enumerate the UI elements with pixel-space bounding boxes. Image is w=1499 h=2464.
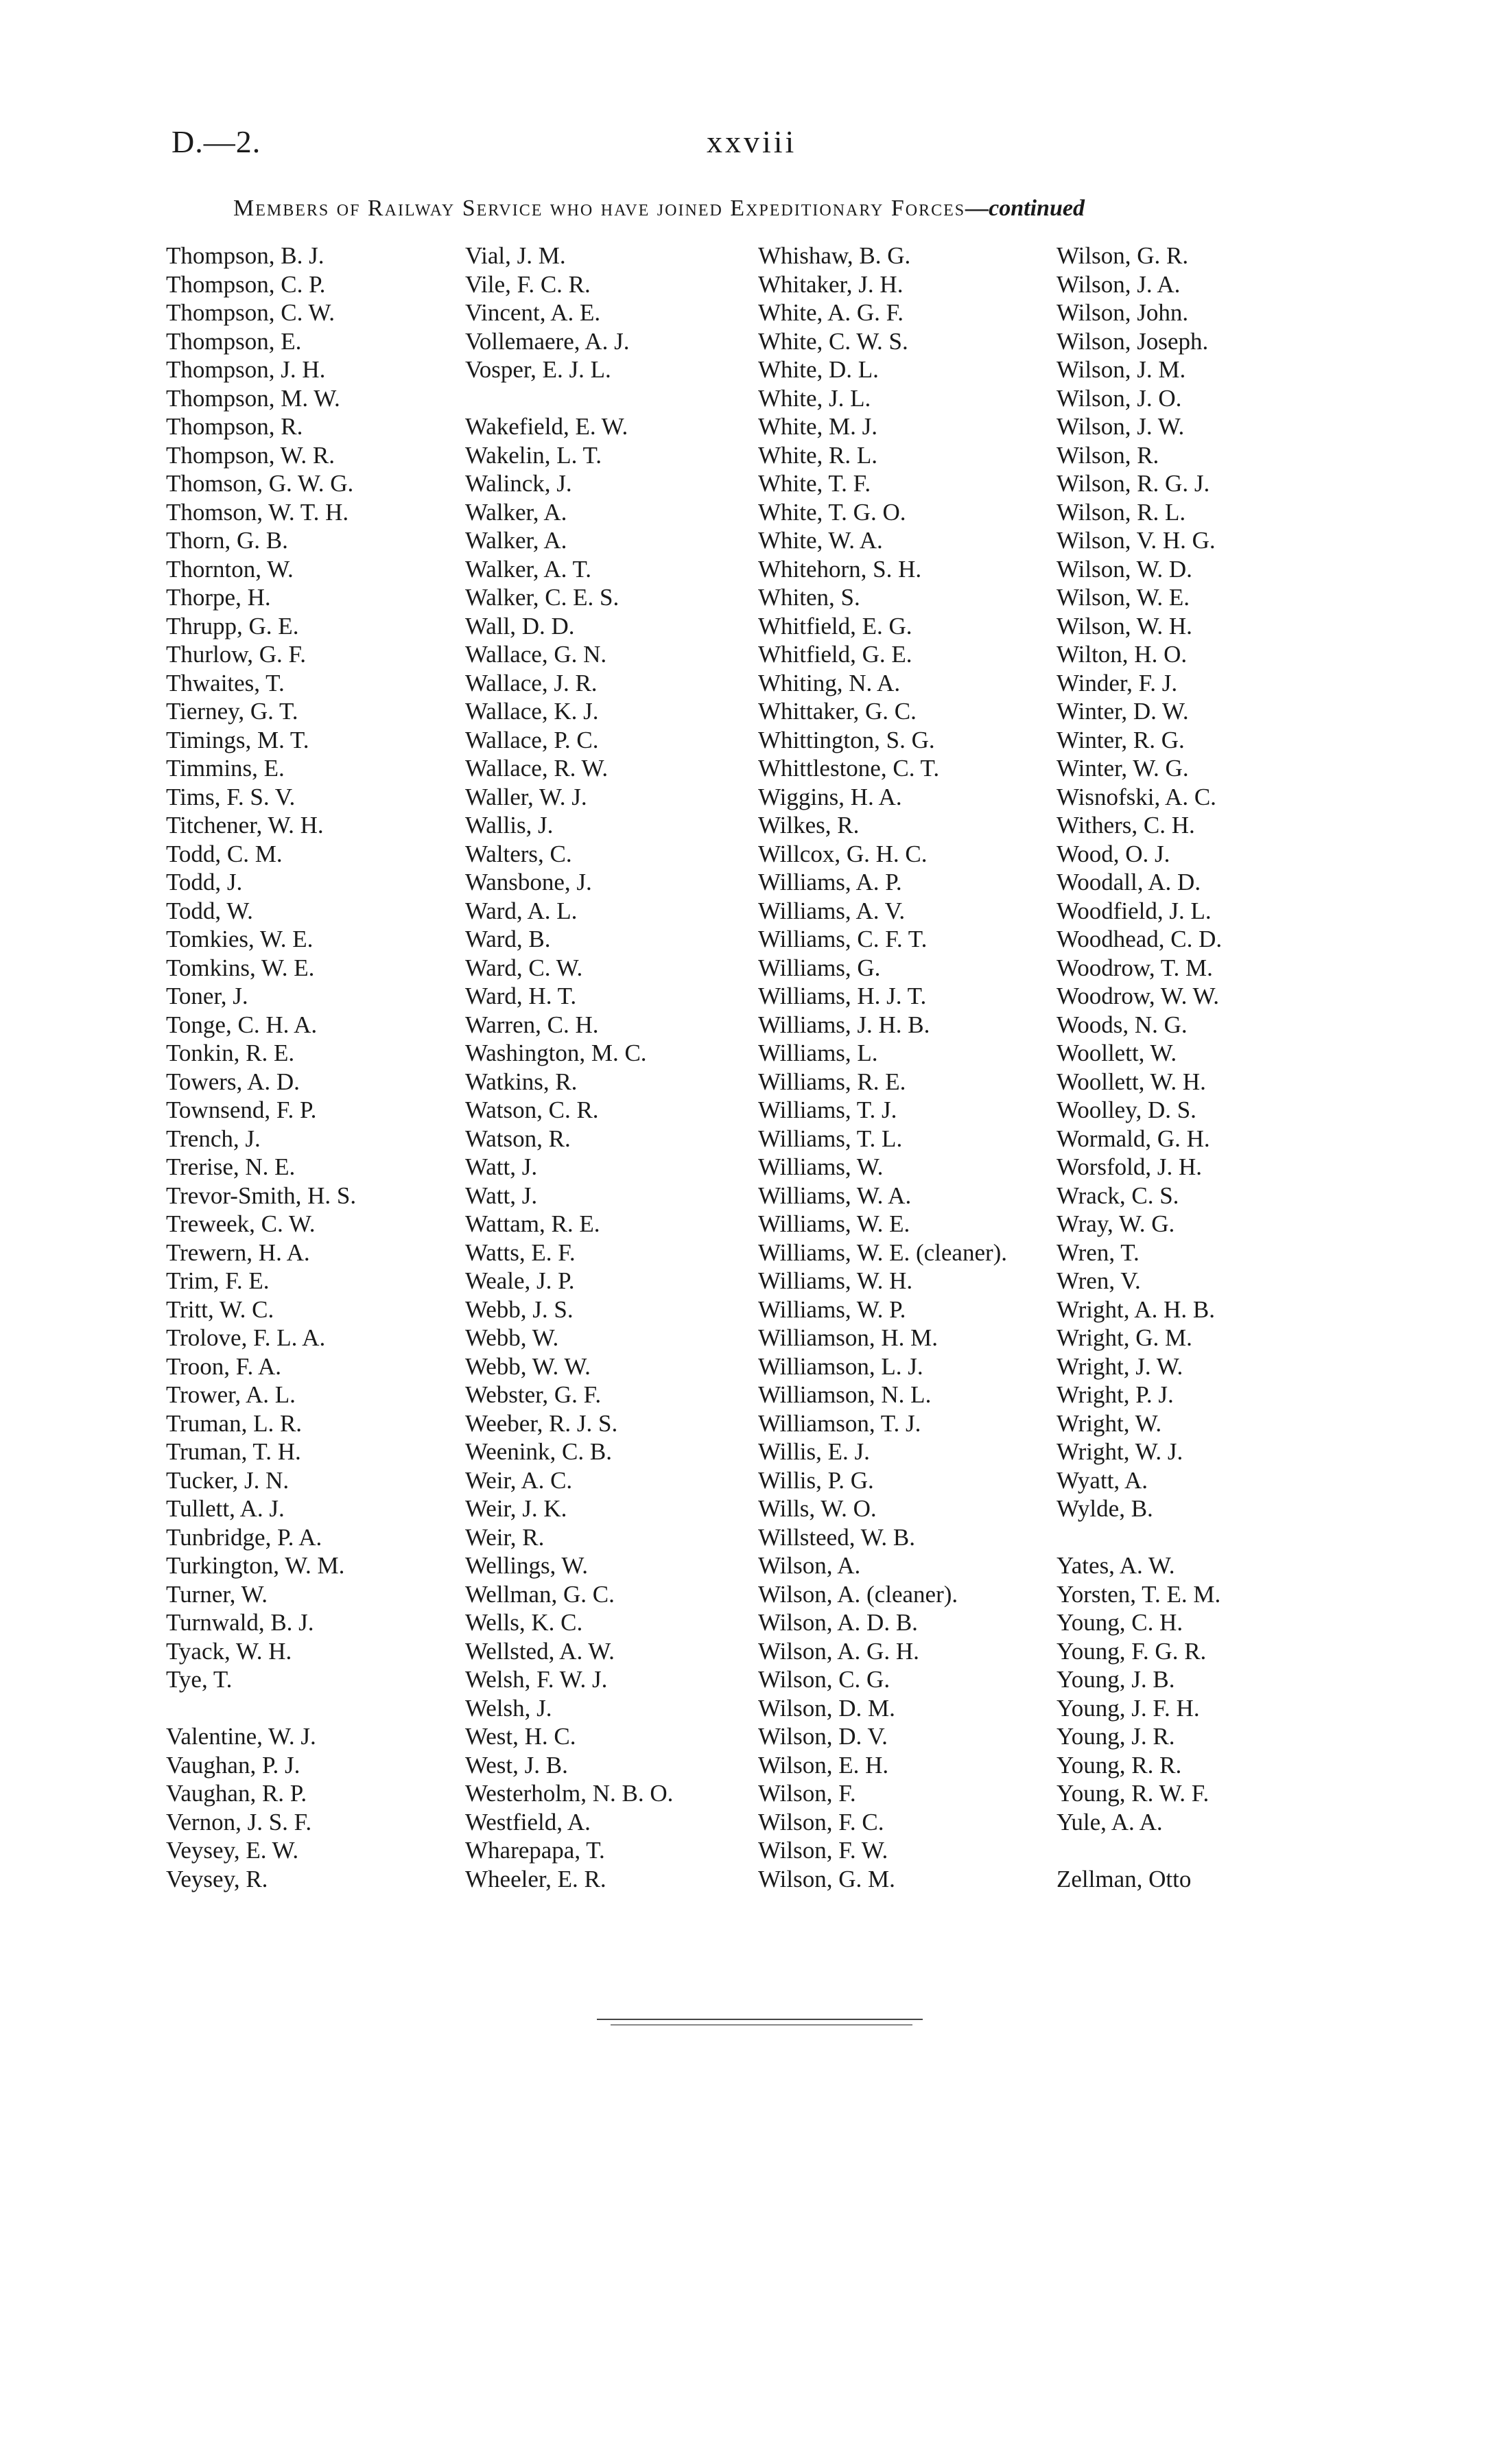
name-entry: Wilson, J. M. [1057, 356, 1186, 383]
name-entry: Wiggins, H. A. [758, 783, 902, 810]
name-entry: Wilson, G. R. [1057, 242, 1189, 269]
name-entry: Wright, J. W. [1057, 1352, 1183, 1380]
name-entry: Wallis, J. [465, 812, 554, 838]
name-entry: Watson, R. [465, 1125, 571, 1152]
name-entry: Weir, J. K. [465, 1495, 567, 1522]
name-entry: Whitfield, E. G. [758, 612, 912, 640]
name-entry: Young, R. R. [1057, 1751, 1182, 1779]
name-entry: Winter, R. G. [1057, 726, 1185, 753]
name-entry: White, C. W. S. [758, 327, 908, 355]
name-entry: Winter, W. G. [1057, 755, 1189, 782]
name-entry: Walker, A. T. [465, 555, 592, 583]
name-entry: Wilson, J. O. [1057, 384, 1182, 412]
name-entry: Wallace, R. W. [465, 755, 609, 782]
name-entry: Turner, W. [166, 1580, 268, 1608]
heading-continued: —continued [965, 196, 1085, 221]
name-entry: Timmins, E. [166, 755, 285, 782]
heading-title: Members of Railway Service who have joined Expeditionary Forces [233, 196, 966, 221]
name-entry: Whitehorn, S. H. [758, 555, 922, 583]
name-entry: Young, J. B. [1057, 1666, 1175, 1693]
name-entry: Wallace, G. N. [465, 641, 607, 668]
name-entry: Wills, W. O. [758, 1495, 877, 1522]
name-entry: Woollett, W. [1057, 1040, 1177, 1066]
name-entry: Thrupp, G. E. [166, 612, 299, 640]
footer-rule-line [597, 2019, 923, 2020]
name-entry: Thorpe, H. [166, 584, 271, 611]
name-entry: Wilson, W. H. [1057, 612, 1192, 640]
name-entry: Wharepapa, T. [465, 1837, 605, 1864]
name-entry: Wakelin, L. T. [465, 441, 602, 469]
name-entry: Veysey, R. [166, 1865, 268, 1892]
name-entry: Thompson, C. P. [166, 270, 326, 298]
name-entry: Woodall, A. D. [1057, 869, 1201, 895]
name-entry: Woodrow, T. M. [1057, 954, 1213, 981]
name-entry: Willcox, G. H. C. [758, 840, 928, 867]
name-entry: Watts, E. F. [465, 1239, 576, 1266]
name-entry: Williams, W. A. [758, 1182, 912, 1209]
name-entry: Williams, W. H. [758, 1267, 913, 1294]
name-entry: Wilson, R. G. J. [1057, 470, 1210, 497]
name-entry: Welsh, J. [465, 1694, 552, 1722]
name-entry: Worsfold, J. H. [1057, 1153, 1203, 1180]
name-entry: Trower, A. L. [166, 1381, 296, 1408]
name-entry: Wilson, D. M. [758, 1694, 895, 1722]
name-entry: White, T. F. [758, 470, 871, 497]
name-entry: Williams, R. E. [758, 1068, 906, 1095]
name-entry: Troon, F. A. [166, 1352, 282, 1380]
name-entry: Weir, A. C. [465, 1466, 573, 1494]
name-entry: Wilson, F. [758, 1780, 856, 1807]
name-entry: Waller, W. J. [465, 783, 587, 810]
name-entry: Wrack, C. S. [1057, 1182, 1179, 1209]
name-entry: Todd, W. [166, 897, 253, 924]
name-entry: Williams, W. [758, 1153, 884, 1180]
name-entry: Trench, J. [166, 1125, 261, 1152]
name-entry: Washington, M. C. [465, 1040, 647, 1066]
name-entry: Wilson, A. (cleaner). [758, 1580, 958, 1608]
name-entry: Welsh, F. W. J. [465, 1666, 608, 1693]
name-entry: Wilson, W. E. [1057, 584, 1190, 611]
name-entry: Webb, W. W. [465, 1352, 591, 1380]
name-entry: Willis, P. G. [758, 1466, 874, 1494]
name-entry: Trevor-Smith, H. S. [166, 1182, 357, 1209]
name-entry: Vollemaere, A. J. [465, 327, 630, 355]
blank-row [1057, 1836, 1222, 1865]
name-entry: Watkins, R. [465, 1068, 578, 1095]
name-entry: Wilson, C. G. [758, 1666, 890, 1693]
name-entry: Walters, C. [465, 840, 572, 867]
name-entry: Withers, C. H. [1057, 812, 1195, 838]
name-entry: Tucker, J. N. [166, 1466, 290, 1494]
blank-row [465, 384, 673, 413]
name-entry: Wormald, G. H. [1057, 1125, 1210, 1152]
name-entry: Thomson, W. T. H. [166, 498, 349, 526]
name-entry: Wyatt, A. [1057, 1466, 1148, 1494]
name-entry: Thompson, J. H. [166, 356, 326, 383]
name-entry: Williams, L. [758, 1040, 878, 1066]
name-entry: Ward, H. T. [465, 983, 577, 1009]
name-column-1 [166, 242, 356, 1893]
name-entry: Wilson, V. H. G. [1057, 527, 1216, 554]
name-entry: Whitaker, J. H. [758, 270, 904, 298]
name-entry: Watt, J. [465, 1182, 538, 1209]
name-entry: Tims, F. S. V. [166, 783, 296, 810]
name-entry: Trolove, F. L. A. [166, 1324, 326, 1351]
name-entry: Wallace, J. R. [465, 669, 598, 696]
name-entry: Woodhead, C. D. [1057, 926, 1223, 952]
name-entry: Truman, T. H. [166, 1438, 301, 1465]
name-entry: Wells, K. C. [465, 1609, 583, 1636]
name-entry: Wellings, W. [465, 1552, 588, 1579]
name-entry: White, T. G. O. [758, 498, 906, 526]
name-entry: White, J. L. [758, 384, 871, 412]
name-entry: Wilson, John. [1057, 299, 1189, 326]
name-entry: Wilson, F. W. [758, 1837, 888, 1864]
footer-rule [597, 2019, 923, 2026]
name-entry: Whishaw, B. G. [758, 242, 911, 269]
name-entry: Vincent, A. E. [465, 299, 601, 326]
name-entry: Thurlow, G. F. [166, 641, 306, 668]
name-entry: Willsteed, W. B. [758, 1523, 916, 1551]
name-entry: Williams, J. H. B. [758, 1011, 930, 1038]
name-entry: Wellsted, A. W. [465, 1637, 615, 1665]
name-entry: Williams, A. V. [758, 897, 906, 924]
name-entry: Thomson, G. W. G. [166, 470, 354, 497]
name-entry: Williams, W. E. [758, 1210, 910, 1237]
name-entry: Tomkins, W. E. [166, 954, 315, 981]
name-entry: Wilson, J. W. [1057, 413, 1185, 440]
name-entry: Wilson, J. A. [1057, 270, 1181, 298]
name-entry: Tunbridge, P. A. [166, 1523, 322, 1551]
name-entry: Thorn, G. B. [166, 527, 288, 554]
name-entry: Williams, W. E. (cleaner). [758, 1239, 1008, 1266]
blank-row [1057, 1523, 1222, 1552]
name-entry: Williams, A. P. [758, 869, 902, 895]
name-entry: Webster, G. F. [465, 1381, 602, 1408]
name-entry: Yorsten, T. E. M. [1057, 1580, 1221, 1608]
name-entry: Williams, T. J. [758, 1096, 897, 1123]
name-entry: Westerholm, N. B. O. [465, 1780, 674, 1807]
name-column-2 [465, 242, 673, 1893]
name-entry: Weenink, C. B. [465, 1438, 612, 1465]
name-entry: Thwaites, T. [166, 669, 285, 696]
name-entry: Williamson, T. J. [758, 1409, 921, 1437]
name-entry: Todd, C. M. [166, 840, 283, 867]
name-entry: Wren, T. [1057, 1239, 1140, 1266]
name-entry: Wheeler, E. R. [465, 1865, 606, 1892]
name-entry: Wilson, A. G. H. [758, 1637, 919, 1665]
name-entry: Thompson, E. [166, 327, 302, 355]
name-entry: Wilson, F. C. [758, 1808, 884, 1835]
name-entry: Weeber, R. J. S. [465, 1409, 618, 1437]
name-entry: White, A. G. F. [758, 299, 904, 326]
name-entry: Vaughan, R. P. [166, 1780, 307, 1807]
name-entry: Todd, J. [166, 869, 243, 895]
name-entry: Weale, J. P. [465, 1267, 575, 1294]
name-entry: Woodrow, W. W. [1057, 983, 1220, 1009]
name-entry: Wilson, R. L. [1057, 498, 1186, 526]
name-entry: Williams, T. L. [758, 1125, 903, 1152]
name-entry: Tritt, W. C. [166, 1295, 274, 1323]
name-entry: Winter, D. W. [1057, 698, 1189, 725]
name-entry: Watt, J. [465, 1153, 538, 1180]
name-entry: Towers, A. D. [166, 1068, 300, 1095]
name-entry: Whittlestone, C. T. [758, 755, 940, 782]
name-entry: Watson, C. R. [465, 1096, 599, 1123]
name-entry: Tyack, W. H. [166, 1637, 292, 1665]
name-entry: Thompson, R. [166, 413, 303, 440]
name-entry: Turkington, W. M. [166, 1552, 345, 1579]
name-entry: Wren, V. [1057, 1267, 1141, 1294]
name-entry: Trerise, N. E. [166, 1153, 296, 1180]
name-entry: Williams, G. [758, 954, 881, 981]
name-entry: Wray, W. G. [1057, 1210, 1175, 1237]
name-entry: Williams, W. P. [758, 1295, 906, 1323]
name-entry: Zellman, Otto [1057, 1865, 1192, 1892]
name-entry: Thompson, C. W. [166, 299, 335, 326]
name-entry: Wattam, R. E. [465, 1210, 600, 1237]
name-entry: Thornton, W. [166, 555, 294, 583]
name-entry: Wilson, R. [1057, 441, 1159, 469]
name-entry: Young, F. G. R. [1057, 1637, 1207, 1665]
name-entry: Young, C. H. [1057, 1609, 1183, 1636]
name-entry: Williamson, N. L. [758, 1381, 932, 1408]
name-entry: Williamson, L. J. [758, 1352, 923, 1380]
name-entry: Tomkies, W. E. [166, 926, 314, 952]
name-entry: Vernon, J. S. F. [166, 1808, 312, 1835]
name-entry: Ward, B. [465, 926, 551, 952]
name-entry: Wilson, D. V. [758, 1723, 888, 1750]
name-entry: Wilson, A. D. B. [758, 1609, 918, 1636]
name-entry: Trim, F. E. [166, 1267, 270, 1294]
name-entry: Ward, A. L. [465, 897, 578, 924]
name-entry: Whiting, N. A. [758, 669, 901, 696]
name-entry: Woodfield, J. L. [1057, 897, 1212, 924]
name-entry: Williams, H. J. T. [758, 983, 927, 1009]
name-entry: Tierney, G. T. [166, 698, 298, 725]
name-entry: Ward, C. W. [465, 954, 583, 981]
name-entry: Veysey, E. W. [166, 1837, 299, 1864]
name-entry: Westfield, A. [465, 1808, 591, 1835]
name-entry: Wansbone, J. [465, 869, 592, 895]
name-entry: Tye, T. [166, 1666, 233, 1693]
name-entry: Wright, W. [1057, 1409, 1162, 1437]
name-entry: Wilton, H. O. [1057, 641, 1188, 668]
name-entry: Winder, F. J. [1057, 669, 1178, 696]
footer-rule-line [611, 2024, 912, 2026]
name-entry: White, W. A. [758, 527, 883, 554]
name-entry: Thompson, B. J. [166, 242, 324, 269]
name-entry: Wilson, A. [758, 1552, 861, 1579]
name-entry: White, R. L. [758, 441, 877, 469]
name-entry: Vosper, E. J. L. [465, 356, 611, 383]
name-entry: Whittaker, G. C. [758, 698, 917, 725]
name-entry: Titchener, W. H. [166, 812, 324, 838]
name-entry: Thompson, M. W. [166, 384, 340, 412]
name-entry: West, J. B. [465, 1751, 568, 1779]
blank-row [166, 1694, 356, 1723]
name-entry: Truman, L. R. [166, 1409, 303, 1437]
name-entry: Young, J. R. [1057, 1723, 1175, 1750]
name-entry: Young, J. F. H. [1057, 1694, 1200, 1722]
name-entry: Townsend, F. P. [166, 1096, 317, 1123]
name-entry: Wilkes, R. [758, 812, 860, 838]
name-entry: Wilson, Joseph. [1057, 327, 1209, 355]
name-entry: Treweek, C. W. [166, 1210, 316, 1237]
name-entry: Woollett, W. H. [1057, 1068, 1206, 1095]
name-entry: Whiten, S. [758, 584, 860, 611]
name-entry: Vile, F. C. R. [465, 270, 591, 298]
name-entry: Tonkin, R. E. [166, 1040, 295, 1066]
name-entry: Walker, A. [465, 527, 567, 554]
name-entry: Wilson, G. M. [758, 1865, 895, 1892]
name-entry: Young, R. W. F. [1057, 1780, 1209, 1807]
name-entry: Wright, P. J. [1057, 1381, 1174, 1408]
name-entry: Webb, W. [465, 1324, 559, 1351]
name-entry: Wright, G. M. [1057, 1324, 1192, 1351]
name-entry: Wilson, W. D. [1057, 555, 1192, 583]
name-entry: Trewern, H. A. [166, 1239, 310, 1266]
name-entry: Wallace, K. J. [465, 698, 599, 725]
name-entry: Williamson, H. M. [758, 1324, 939, 1351]
name-entry: Walker, A. [465, 498, 567, 526]
name-entry: Vaughan, P. J. [166, 1751, 300, 1779]
name-entry: Whitfield, G. E. [758, 641, 912, 668]
name-entry: Toner, J. [166, 983, 248, 1009]
name-entry: Weir, R. [465, 1523, 545, 1551]
name-entry: Yule, A. A. [1057, 1808, 1163, 1835]
name-entry: Williams, C. F. T. [758, 926, 928, 952]
name-entry: Turnwald, B. J. [166, 1609, 314, 1636]
name-entry: Wright, W. J. [1057, 1438, 1183, 1465]
name-entry: Wood, O. J. [1057, 840, 1170, 867]
name-column-3 [758, 242, 1007, 1893]
name-entry: Wright, A. H. B. [1057, 1295, 1215, 1323]
name-entry: Timings, M. T. [166, 726, 309, 753]
name-entry: Thompson, W. R. [166, 441, 335, 469]
name-entry: Whittington, S. G. [758, 726, 935, 753]
page-code: D.—2. [172, 124, 261, 159]
name-entry: Warren, C. H. [465, 1011, 599, 1038]
name-entry: Webb, J. S. [465, 1295, 574, 1323]
name-entry: Wellman, G. C. [465, 1580, 615, 1608]
name-entry: Woods, N. G. [1057, 1011, 1188, 1038]
name-entry: White, M. J. [758, 413, 878, 440]
name-entry: Wilson, E. H. [758, 1751, 889, 1779]
page-number: xxviii [707, 124, 797, 159]
name-column-4 [1057, 242, 1222, 1893]
name-entry: Wisnofski, A. C. [1057, 783, 1216, 810]
name-entry: Vial, J. M. [465, 242, 566, 269]
name-entry: Tonge, C. H. A. [166, 1011, 318, 1038]
name-entry: Woolley, D. S. [1057, 1096, 1196, 1123]
name-entry: Valentine, W. J. [166, 1723, 316, 1750]
name-entry: West, H. C. [465, 1723, 576, 1750]
name-entry: Yates, A. W. [1057, 1552, 1175, 1579]
name-entry: Tullett, A. J. [166, 1495, 285, 1522]
name-entry: Wallace, P. C. [465, 726, 599, 753]
name-entry: Willis, E. J. [758, 1438, 870, 1465]
name-entry: Wakefield, E. W. [465, 413, 628, 440]
name-entry: White, D. L. [758, 356, 879, 383]
name-entry: Walker, C. E. S. [465, 584, 619, 611]
name-entry: Wall, D. D. [465, 612, 575, 640]
name-entry: Walinck, J. [465, 470, 572, 497]
name-entry: Wylde, B. [1057, 1495, 1153, 1522]
page-heading [233, 196, 1085, 222]
